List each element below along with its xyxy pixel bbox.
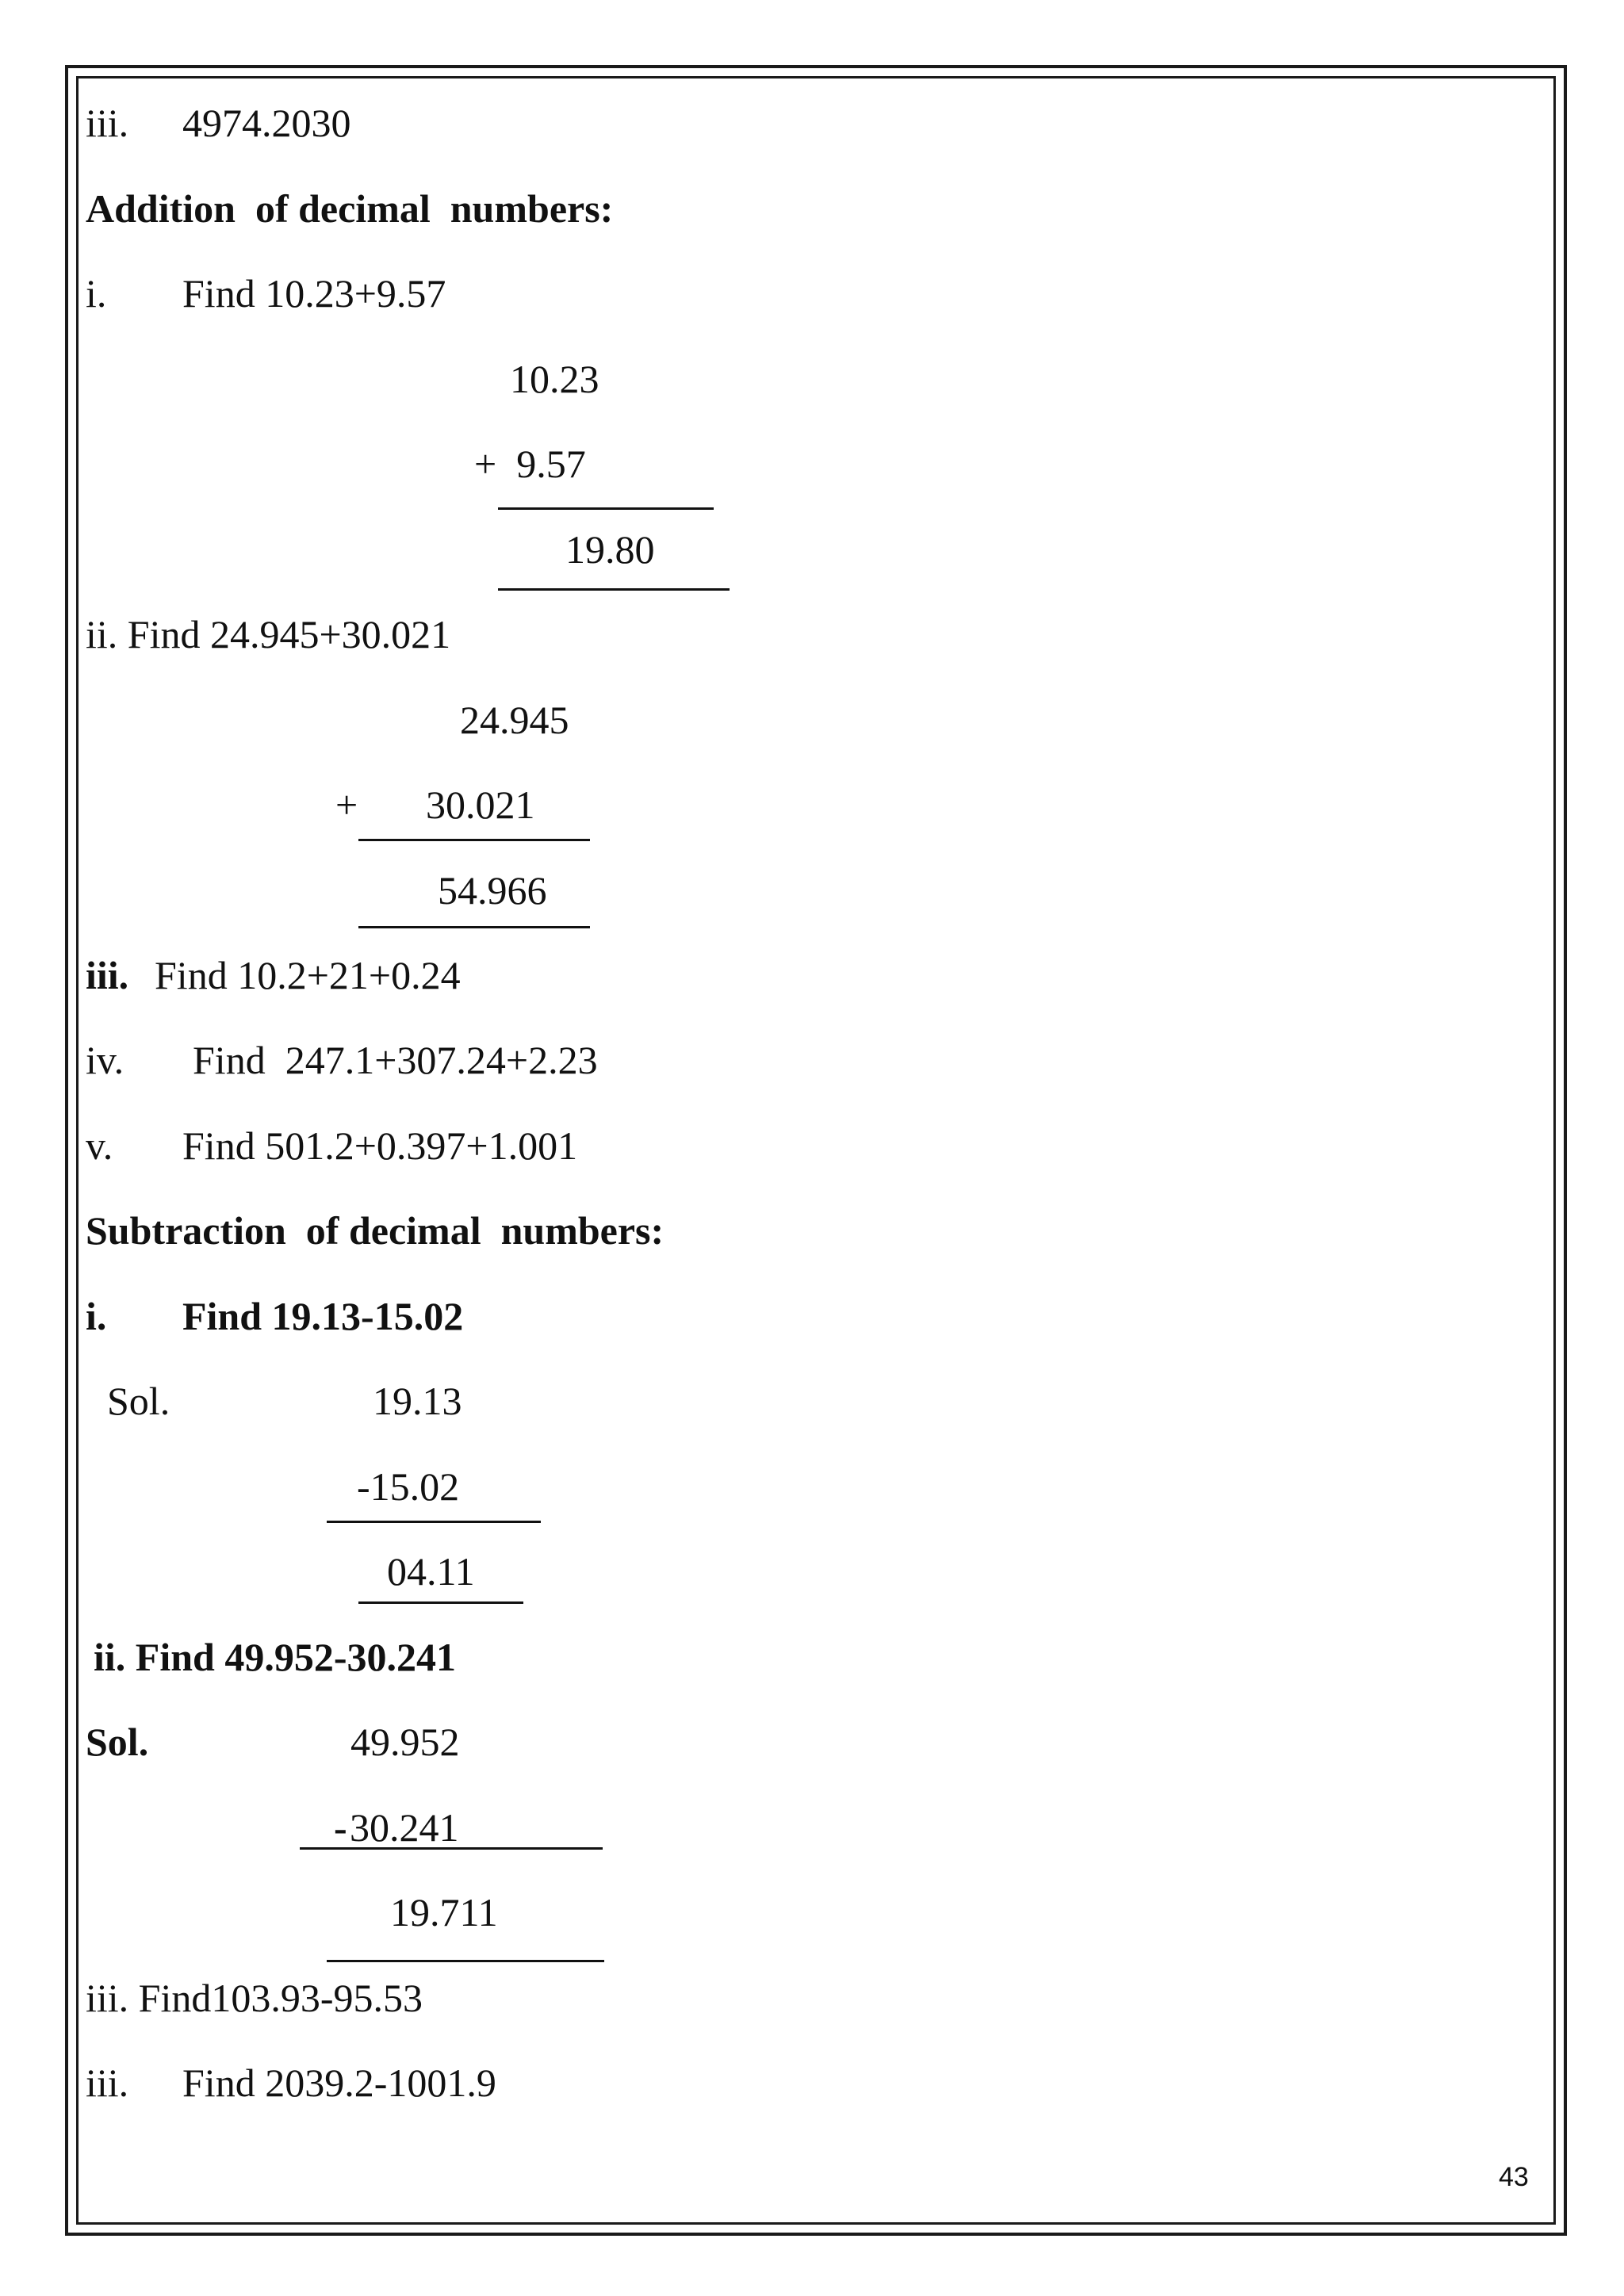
- example-prompt: Find 2039.2-1001.9: [182, 2061, 496, 2105]
- operand-1: 19.13: [373, 1379, 462, 1423]
- example-prompt: Find 247.1+307.24+2.23: [193, 1038, 598, 1082]
- example-prompt: Find 19.13-15.02: [182, 1294, 464, 1338]
- sum-line: [358, 839, 590, 841]
- section-heading-subtraction: Subtraction of decimal numbers:: [86, 1208, 665, 1253]
- result-line: [358, 1601, 523, 1604]
- item-value: 4974.2030: [182, 101, 351, 145]
- plus-sign: +: [335, 783, 358, 827]
- difference-line: [327, 1521, 541, 1523]
- operand-1: 24.945: [460, 698, 569, 742]
- difference-line: [300, 1847, 603, 1850]
- example-prompt: iii. Find103.93-95.53: [86, 1976, 423, 2020]
- example-number: iii.: [86, 953, 129, 997]
- example-prompt: ii. Find 49.952-30.241: [94, 1635, 456, 1679]
- result: 54.966: [438, 868, 547, 913]
- section-heading-addition: Addition of decimal numbers:: [86, 186, 614, 231]
- operand-1: 10.23: [510, 357, 599, 401]
- example-number: v.: [86, 1123, 113, 1168]
- example-prompt: ii. Find 24.945+30.021: [86, 612, 451, 656]
- example-number: iv.: [86, 1038, 124, 1082]
- sum-line: [498, 507, 714, 510]
- example-number: i.: [86, 271, 107, 316]
- operand-2: -15.02: [357, 1464, 460, 1509]
- operand-2: 30.021: [426, 783, 535, 827]
- result: 19.711: [390, 1890, 498, 1934]
- example-prompt: Find 10.23+9.57: [182, 271, 446, 316]
- result-line: [327, 1960, 604, 1962]
- example-prompt: Find 10.2+21+0.24: [155, 953, 461, 997]
- example-number: iii.: [86, 2061, 129, 2105]
- result: 04.11: [387, 1549, 475, 1594]
- result-line: [498, 588, 730, 591]
- example-number: i.: [86, 1294, 107, 1338]
- example-prompt: Find 501.2+0.397+1.001: [182, 1123, 578, 1168]
- result-line: [358, 926, 590, 928]
- operand-2: 30.241: [350, 1805, 459, 1850]
- minus-sign: -: [334, 1805, 347, 1850]
- page-number: 43: [1499, 2162, 1529, 2192]
- result: 19.80: [565, 527, 655, 572]
- operand-2: + 9.57: [474, 442, 586, 486]
- item-number: iii.: [86, 101, 129, 145]
- solution-label: Sol.: [86, 1720, 149, 1764]
- solution-label: Sol.: [107, 1379, 170, 1423]
- operand-1: 49.952: [350, 1720, 460, 1764]
